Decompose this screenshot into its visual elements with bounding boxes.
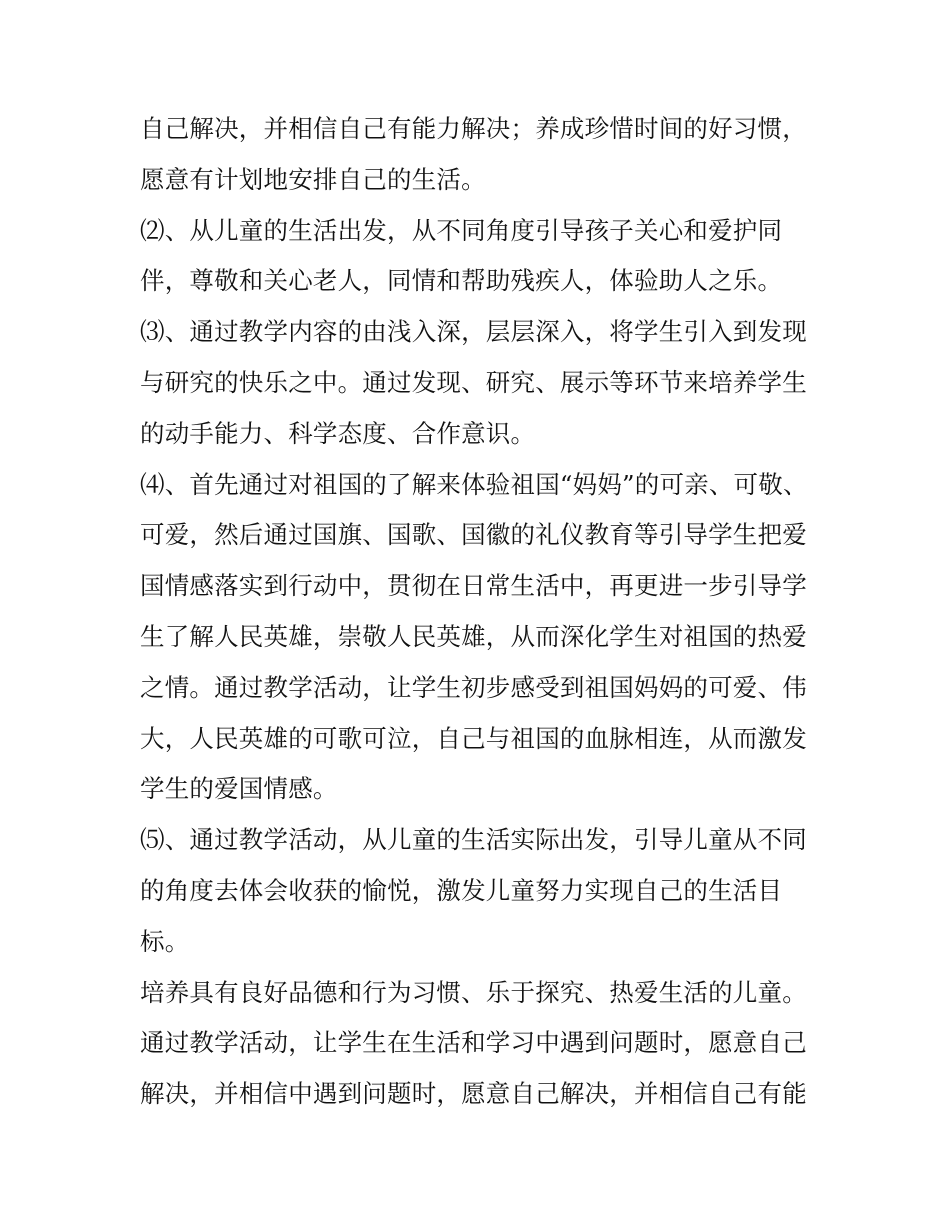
text-line: 与研究的快乐之中。通过发现、研究、展示等环节来培养学生 [140,367,807,397]
text-line: 的角度去体会收获的愉悦，激发儿童努力实现自己的生活目 [140,875,783,905]
text-line: 的动手能力、科学态度、合作意识。 [140,418,536,448]
text-line: 愿意有计划地安排自己的生活。 [140,164,486,194]
text-line: ⑷、首先通过对祖国的了解来体验祖国“妈妈”的可亲、可敬、 [140,469,808,499]
text-line: 自己解决，并相信自己有能力解决；养成珍惜时间的好习惯， [140,114,807,143]
text-line: 大，人民英雄的可歌可泣，自己与祖国的血脉相连，从而激发 [140,723,807,753]
text-line: ⑸、通过教学活动，从儿童的生活实际出发，引导儿童从不同 [140,825,807,855]
text-line: 之情。通过教学活动，让学生初步感受到祖国妈妈的可爱、伟 [140,672,807,702]
body-text [140,104,820,1120]
text-line: 学生的爱国情感。 [140,774,338,804]
text-line: 可爱，然后通过国旗、国歌、国徽的礼仪教育等引导学生把爱 [140,520,807,550]
text-line: 标。 [140,926,190,956]
text-line: ⑶、通过教学内容的由浅入深，层层深入，将学生引入到发现 [140,317,807,347]
text-line: ⑵、从儿童的生活出发，从不同角度引导孩子关心和爱护同 [140,215,783,245]
text-line: 通过教学活动，让学生在生活和学习中遇到问题时，愿意自己 [140,1028,807,1058]
text-line: 解决，并相信中遇到问题时，愿意自己解决，并相信自己有能 [140,1079,807,1109]
text-line: 国情感落实到行动中，贯彻在日常生活中，再更进一步引导学 [140,571,807,601]
text-line: 伴，尊敬和关心老人，同情和帮助残疾人，体验助人之乐。 [140,266,783,296]
text-line: 生了解人民英雄，崇敬人民英雄，从而深化学生对祖国的热爱 [140,621,807,651]
text-line: 培养具有良好品德和行为习惯、乐于探究、热爱生活的儿童。 [140,977,807,1007]
